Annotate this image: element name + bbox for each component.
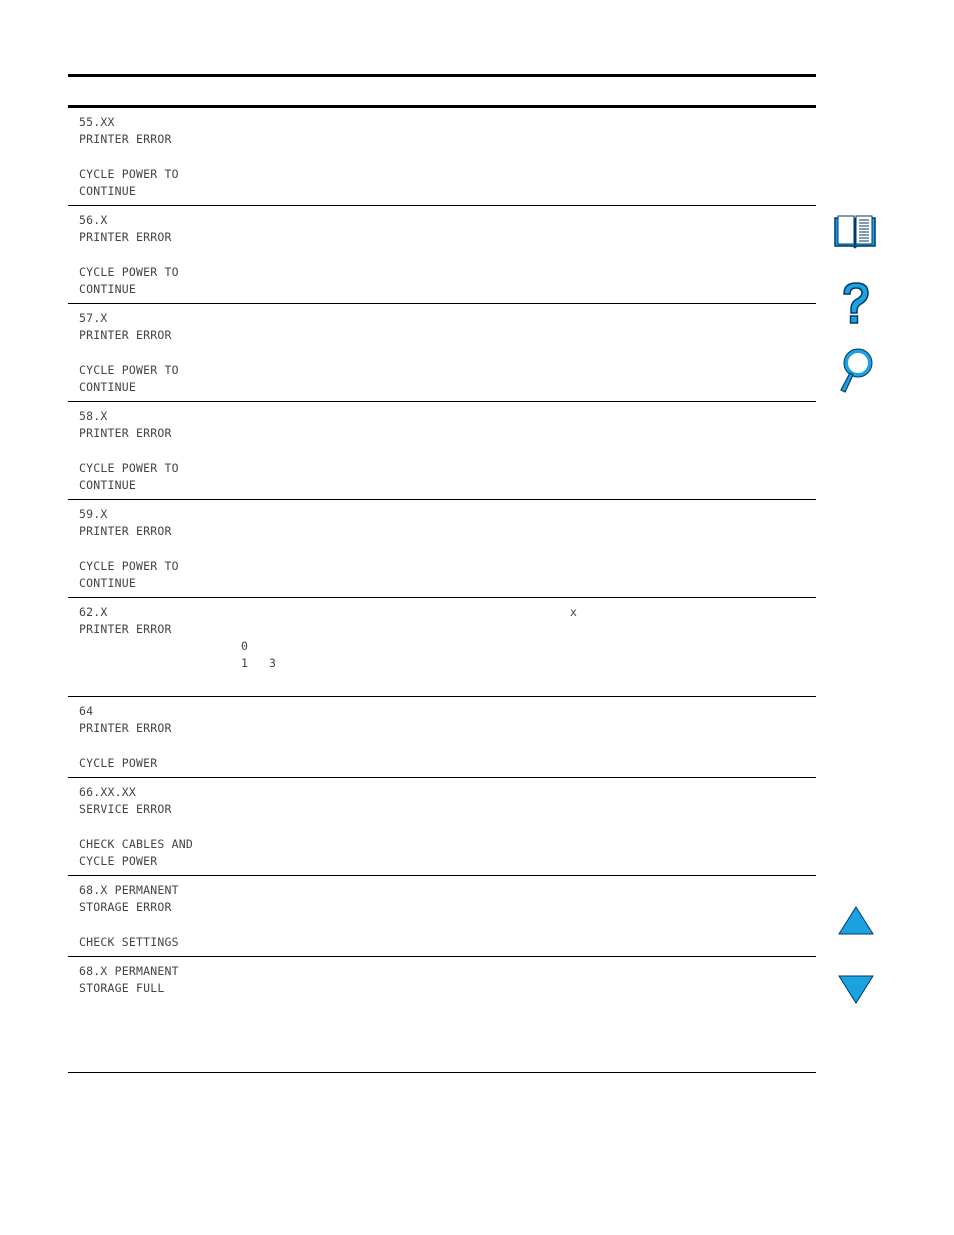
control-panel-message: 56.X PRINTER ERROR CYCLE POWER TO CONTINUE	[79, 213, 179, 296]
table-row	[68, 500, 816, 598]
up-arrow-icon[interactable]	[832, 906, 880, 941]
help-icon[interactable]	[832, 280, 878, 331]
control-panel-message: 57.X PRINTER ERROR CYCLE POWER TO CONTINUE	[79, 311, 179, 394]
down-arrow-icon[interactable]	[832, 974, 880, 1009]
control-panel-message: 62.X PRINTER ERROR	[79, 605, 172, 637]
table-row	[68, 108, 816, 206]
control-panel-message: 68.X PERMANENT STORAGE ERROR CHECK SETTINGS	[79, 883, 179, 949]
message-table	[68, 108, 816, 1073]
control-panel-message: 55.XX PRINTER ERROR CYCLE POWER TO CONTINUE	[79, 115, 179, 198]
table-row	[68, 598, 816, 697]
table-row	[68, 402, 816, 500]
value-fragment: 0	[241, 639, 248, 653]
control-panel-message: 64 PRINTER ERROR CYCLE POWER	[79, 704, 172, 770]
book-icon[interactable]	[832, 213, 878, 256]
table-row	[68, 876, 816, 957]
control-panel-message: 59.X PRINTER ERROR CYCLE POWER TO CONTINUE	[79, 507, 179, 590]
control-panel-message: 68.X PERMANENT STORAGE FULL	[79, 964, 179, 996]
table-row	[68, 697, 816, 778]
value-fragment: 1	[241, 656, 248, 670]
search-icon[interactable]	[832, 346, 878, 401]
table-row	[68, 778, 816, 876]
control-panel-message: 58.X PRINTER ERROR CYCLE POWER TO CONTINUE	[79, 409, 179, 492]
value-fragment: 3	[269, 656, 276, 670]
top-rule	[68, 74, 816, 77]
value-fragment: x	[570, 605, 577, 619]
table-row	[68, 304, 816, 402]
table-row	[68, 957, 816, 1073]
control-panel-message: 66.XX.XX SERVICE ERROR CHECK CABLES AND CYCLE POWER	[79, 785, 193, 868]
table-row	[68, 206, 816, 304]
